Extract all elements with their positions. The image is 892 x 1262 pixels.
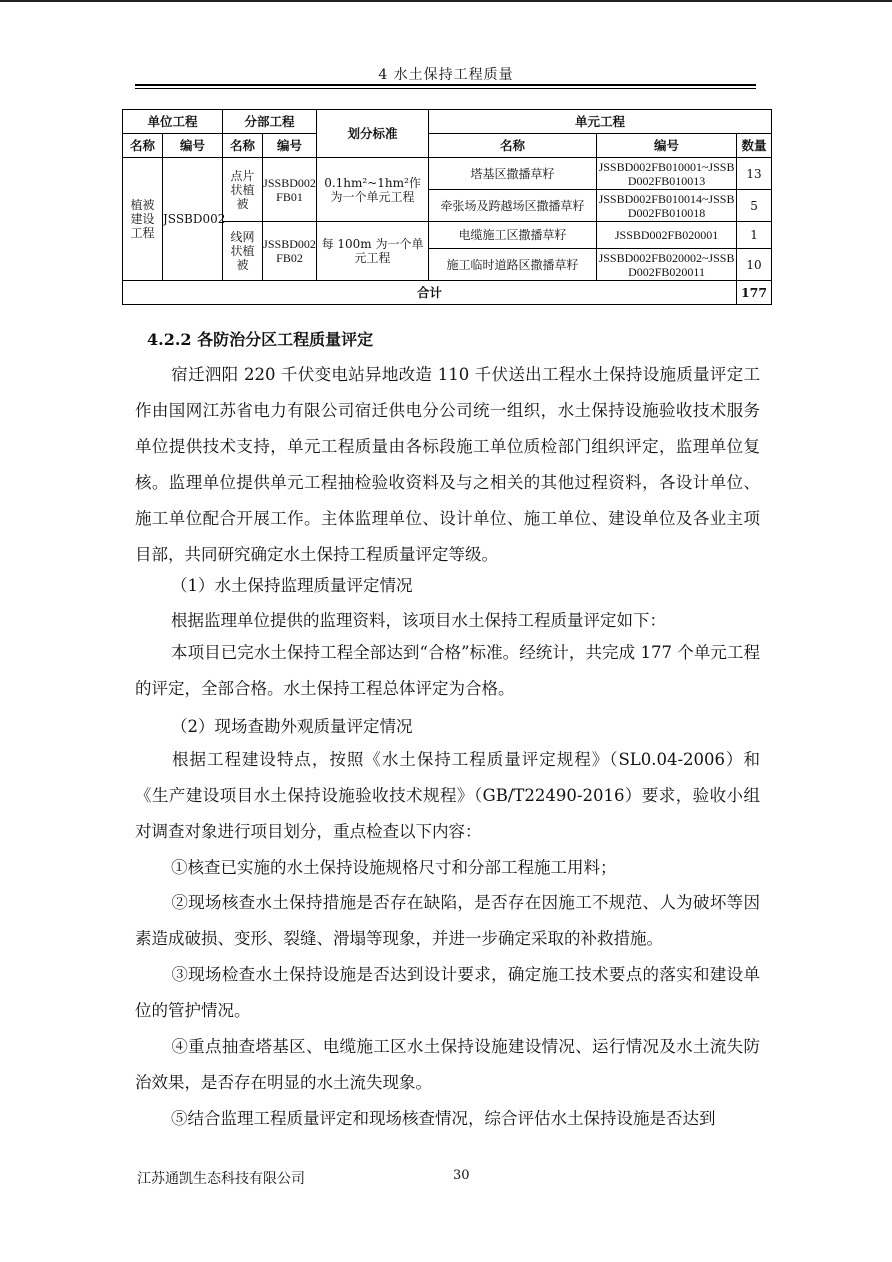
total-value: 177 <box>737 281 772 305</box>
subsection-supervision: （1）水土保持监理质量评定情况 <box>171 576 413 595</box>
paragraph-supervision-basis: 根据监理单位提供的监理资料，该项目水土保持工程质量评定如下： <box>171 611 666 630</box>
paragraph-site-survey-basis <box>135 742 760 850</box>
page-number: 30 <box>453 1168 470 1183</box>
cell-unit-code: JSSBD002 <box>163 158 223 281</box>
item-4 <box>135 1029 760 1101</box>
cell-element-code: JSSBD002FB020002~JSSBD002FB020011 <box>597 249 737 281</box>
item-5 <box>135 1101 760 1137</box>
th-unit-name: 名称 <box>123 134 163 158</box>
cell-element-quantity: 13 <box>737 158 772 190</box>
cell-element-quantity: 5 <box>737 190 772 222</box>
section-heading: 4.2.2 各防治分区工程质量评定 <box>147 330 374 349</box>
cell-division-standard: 每 100m 为一个单元工程 <box>317 222 429 281</box>
header-rule-thin <box>135 88 756 89</box>
th-element-quantity: 数量 <box>737 134 772 158</box>
subsection-site-survey: （2）现场查勘外观质量评定情况 <box>171 717 413 736</box>
footer-company: 江苏通凯生态科技有限公司 <box>137 1171 305 1187</box>
cell-element-quantity: 1 <box>737 222 772 249</box>
cell-sub-name: 点片状植被 <box>223 158 263 222</box>
unit-division-table <box>122 109 772 305</box>
cell-element-name: 电缆施工区撒播草籽 <box>429 222 597 249</box>
item-3 <box>135 957 760 1029</box>
th-element-project: 单元工程 <box>429 110 772 134</box>
item-text: ④重点抽查塔基区、电缆施工区水土保持设施建设情况、运行情况及水土流失防治效果，是否存在明显的水土流失现象。 <box>135 1037 760 1092</box>
cell-sub-name: 线网状植被 <box>223 222 263 281</box>
th-sub-project: 分部工程 <box>223 110 317 134</box>
th-sub-name: 名称 <box>223 134 263 158</box>
paragraph-text: 宿迁泗阳 220 千伏变电站异地改造 110 千伏送出工程水土保持设施质量评定工作由国网江苏省电力有限公司宿迁供电分公司统一组织，水土保持设施验收技术服务单位提供技术支持，单元工程质量由各标段施工单位质检部门组织评定，监理单位复核。监理单位提供单元工程抽检验收资料及与之相关的其他过程资料，各设计单位、施工单位配合开展工作。主体监理单位、设计单位、施工单位、建设单位及各业主项目部，共同研究确定水土保持工程质量评定等级。 <box>135 365 760 564</box>
item-text: ②现场核查水土保持措施是否存在缺陷，是否存在因施工不规范、人为破坏等因素造成破损、变形、裂缝、滑塌等现象，并进一步确定采取的补救措施。 <box>135 893 760 948</box>
cell-element-quantity: 10 <box>737 249 772 281</box>
total-label: 合计 <box>123 281 737 305</box>
paragraph-supervision-result <box>135 635 760 707</box>
header-rule <box>135 84 756 86</box>
item-text: ③现场检查水土保持设施是否达到设计要求，确定施工技术要点的落实和建设单位的管护情况。 <box>135 965 760 1020</box>
cell-element-code: JSSBD002FB020001 <box>597 222 737 249</box>
page-top-rule <box>0 0 892 2</box>
cell-sub-code: JSSBD002FB02 <box>263 222 317 281</box>
cell-unit-name: 植被建设工程 <box>123 158 163 281</box>
paragraph-text: 本项目已完水土保持工程全部达到“合格”标准。经统计，共完成 177 个单元工程的评定，全部合格。水土保持工程总体评定为合格。 <box>135 643 760 698</box>
th-sub-code: 编号 <box>263 134 317 158</box>
cell-sub-code: JSSBD002FB01 <box>263 158 317 222</box>
cell-element-name: 牵张场及跨越场区撒播草籽 <box>429 190 597 222</box>
th-division-standard: 划分标准 <box>317 110 429 158</box>
th-unit-project: 单位工程 <box>123 110 223 134</box>
item-2 <box>135 885 760 957</box>
cell-element-code: JSSBD002FB010001~JSSBD002FB010013 <box>597 158 737 190</box>
cell-element-name: 施工临时道路区撒播草籽 <box>429 249 597 281</box>
cell-division-standard: 0.1hm²~1hm²作为一个单元工程 <box>317 158 429 222</box>
cell-element-code: JSSBD002FB010014~JSSBD002FB010018 <box>597 190 737 222</box>
item-1 <box>135 850 760 886</box>
item-text: ①核查已实施的水土保持设施规格尺寸和分部工程施工用料； <box>171 858 617 877</box>
th-element-name: 名称 <box>429 134 597 158</box>
th-unit-code: 编号 <box>163 134 223 158</box>
paragraph-quality-organization <box>135 357 760 573</box>
cell-element-name: 塔基区撒播草籽 <box>429 158 597 190</box>
paragraph-text: 根据工程建设特点，按照《水土保持工程质量评定规程》（SL0.04-2006）和《生产建设项目水土保持设施验收技术规程》（GB/T22490-2016）要求，验收小组对调查对象进行项目划分，重点检查以下内容： <box>135 750 760 841</box>
th-element-code: 编号 <box>597 134 737 158</box>
running-header: 4 水土保持工程质量 <box>378 67 514 83</box>
item-text: ⑤结合监理工程质量评定和现场核查情况，综合评估水土保持设施是否达到 <box>171 1109 716 1128</box>
